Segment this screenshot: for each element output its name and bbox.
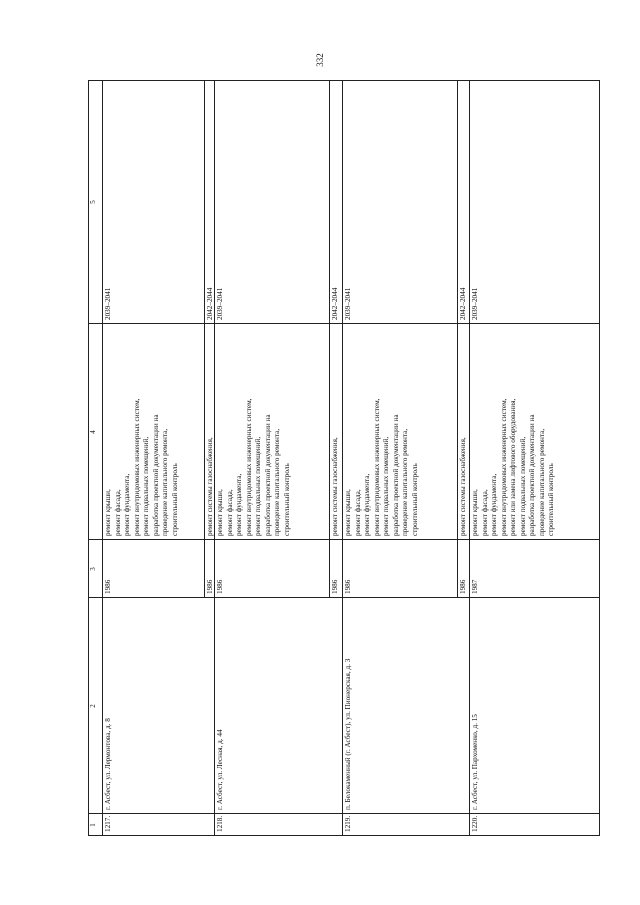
works-cell-line: ремонт подвальных помещений,	[518, 436, 527, 536]
works-cell	[469, 324, 600, 540]
works-cell-line: ремонт внутридомовых инженерных систем,	[244, 398, 253, 536]
row-number-line: 1217.	[104, 815, 112, 832]
works-cell-line: ремонт крыши,	[216, 489, 224, 536]
period-cell-line: 2039–2041	[104, 287, 112, 320]
works-cell-line: проведение капитального ремонта,	[401, 428, 409, 536]
year-cell	[457, 540, 469, 598]
works-cell	[342, 324, 457, 540]
works-cell-line: ремонт крыши,	[104, 489, 112, 536]
table-rotated-body	[88, 80, 600, 836]
address-cell	[214, 598, 342, 814]
row-number	[469, 814, 600, 836]
works-cell-line: ремонт фасада,	[480, 489, 489, 536]
column-header	[88, 598, 102, 814]
period-cell-line: 2039–2041	[471, 287, 479, 320]
period-cell	[469, 80, 600, 324]
year-cell-line: 1986	[331, 579, 339, 594]
period-cell	[329, 80, 342, 324]
works-cell-line: ремонт подвальных помещений,	[254, 436, 262, 536]
works-cell-line: ремонт или замена лифтового оборудования,	[509, 398, 517, 536]
row-number-line: 1219.	[344, 815, 352, 832]
works-cell-line: строительный контроль	[547, 463, 555, 536]
period-cell	[457, 80, 469, 324]
works-cell-line: разработка проектной документации на	[528, 414, 536, 536]
works-cell-line: ремонт крыши,	[344, 489, 352, 536]
works-cell-line: ремонт системы газоснабжения,	[459, 437, 467, 536]
year-cell	[469, 540, 600, 598]
works-cell-line: строительный контроль	[282, 463, 291, 536]
year-cell	[204, 540, 214, 598]
column-header	[88, 324, 102, 540]
column-header	[88, 80, 102, 324]
works-cell-line: проведение капитального ремонта,	[273, 428, 281, 536]
period-cell-line: 2039–2041	[344, 287, 352, 320]
column-header-line: 4	[89, 430, 97, 434]
works-cell-line: ремонт внутридомовых инженерных систем,	[499, 398, 508, 536]
row-number-line: 1218.	[216, 815, 224, 832]
column-header-line: 5	[89, 200, 97, 204]
year-cell-line: 1986	[344, 579, 352, 594]
column-header-line: 2	[89, 704, 97, 708]
year-cell-line: 1987	[471, 579, 479, 594]
year-cell-line: 1986	[206, 579, 214, 594]
year-cell-line: 1986	[459, 579, 467, 594]
period-cell	[102, 80, 204, 324]
works-cell	[214, 324, 329, 540]
period-cell	[214, 80, 329, 324]
period-cell	[204, 80, 214, 324]
works-cell	[329, 324, 342, 540]
works-cell-line: ремонт фасада,	[225, 489, 234, 536]
year-cell-line: 1986	[104, 579, 112, 594]
works-cell	[457, 324, 469, 540]
works-cell-line: разработка проектной документации на	[151, 414, 160, 536]
capital-repair-table	[88, 80, 600, 836]
works-cell-line: ремонт системы газоснабжения,	[206, 437, 214, 536]
year-cell	[102, 540, 204, 598]
works-cell-line: ремонт фундамента,	[123, 473, 131, 536]
works-cell-line: ремонт подвальных помещений,	[382, 436, 390, 536]
works-cell	[102, 324, 204, 540]
period-cell-line: 2042–2044	[206, 287, 214, 320]
period-cell	[342, 80, 457, 324]
period-cell-line: 2042–2044	[331, 287, 339, 320]
address-cell-line: г. Асбест, ул. Лермонтова, д. 8	[104, 718, 112, 810]
year-cell-line: 1986	[216, 579, 224, 594]
works-cell-line: проведение капитального ремонта,	[537, 428, 546, 536]
year-cell	[329, 540, 342, 598]
works-cell-line: строительный контроль	[170, 463, 179, 536]
works-cell-line: ремонт подвальных помещений,	[142, 436, 150, 536]
works-cell-line: разработка проектной документации на	[263, 414, 272, 536]
column-header	[88, 540, 102, 598]
works-cell-line: ремонт крыши,	[471, 489, 479, 536]
year-cell	[214, 540, 329, 598]
row-number	[342, 814, 469, 836]
column-header-line: 3	[89, 567, 97, 571]
works-cell-line: ремонт системы газоснабжения,	[331, 437, 339, 536]
works-cell-line: ремонт фундамента,	[490, 473, 498, 536]
works-cell-line: ремонт фасада,	[113, 489, 122, 536]
works-cell-line: ремонт фундамента,	[235, 473, 243, 536]
works-cell-line: ремонт фасада,	[353, 489, 362, 536]
year-cell	[342, 540, 457, 598]
works-cell-line: строительный контроль	[410, 463, 419, 536]
address-cell	[102, 598, 214, 814]
works-cell	[204, 324, 214, 540]
works-cell-line: проведение капитального ремонта,	[161, 428, 169, 536]
column-header	[88, 814, 102, 836]
address-cell-line: п. Белокаменный (г. Асбест), ул. Пионерская, д. 3	[344, 658, 352, 810]
works-cell-line: ремонт фундамента,	[363, 473, 371, 536]
address-cell-line: г. Асбест, ул. Лесная, д. 44	[216, 729, 224, 810]
address-cell-line: г. Асбест, ул. Пархоменко, д. 15	[471, 714, 479, 810]
column-header-line: 1	[89, 823, 97, 827]
works-cell-line: ремонт внутридомовых инженерных систем,	[372, 398, 381, 536]
address-cell	[469, 598, 600, 814]
period-cell-line: 2042–2044	[459, 287, 467, 320]
row-number-line: 1220.	[471, 815, 479, 832]
address-cell	[342, 598, 469, 814]
works-cell-line: разработка проектной документации на	[391, 414, 400, 536]
works-cell-line: ремонт внутридомовых инженерных систем,	[132, 398, 141, 536]
period-cell-line: 2039–2041	[216, 287, 224, 320]
row-number	[214, 814, 342, 836]
row-number	[102, 814, 214, 836]
page-number: 332	[315, 53, 325, 67]
